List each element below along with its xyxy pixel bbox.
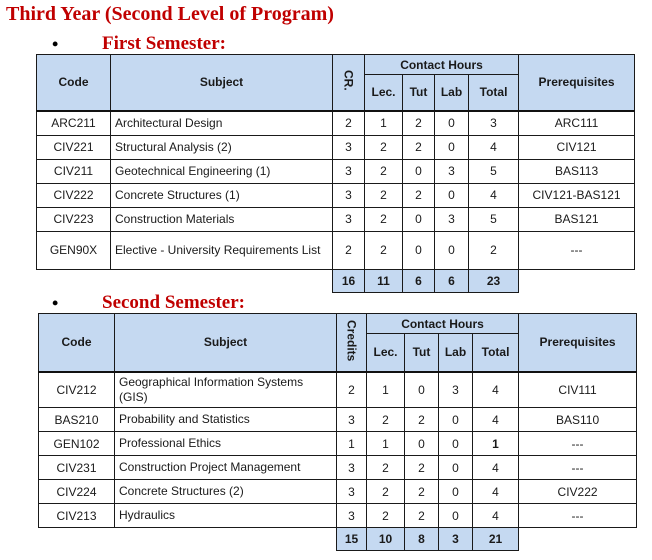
course-lec: 2: [367, 504, 405, 528]
course-tut: 0: [403, 207, 435, 231]
header-contact-hours: Contact Hours: [367, 314, 519, 334]
course-credits: 2: [333, 111, 365, 136]
course-tut: 2: [405, 408, 439, 432]
course-code: ARC211: [37, 111, 111, 136]
course-subject: Structural Analysis (2): [111, 135, 333, 159]
total-hours: 23: [469, 269, 519, 292]
course-lec: 2: [367, 480, 405, 504]
course-code: CIV223: [37, 207, 111, 231]
header-prerequisites: Prerequisites: [519, 314, 637, 372]
course-lec: 2: [365, 159, 403, 183]
course-tut: 2: [405, 456, 439, 480]
course-subject: Geographical Information Systems (GIS): [115, 372, 337, 408]
course-subject: Architectural Design: [111, 111, 333, 136]
header-credits-text: Credits: [344, 320, 359, 362]
first-semester-label: First Semester:: [102, 33, 226, 54]
header-lab: Lab: [435, 75, 469, 111]
header-total: Total: [473, 334, 519, 372]
course-code: CIV221: [37, 135, 111, 159]
course-subject: Probability and Statistics: [115, 408, 337, 432]
course-lab: 0: [435, 111, 469, 136]
course-lec: 2: [365, 231, 403, 269]
table-row: [37, 183, 635, 207]
course-subject: Concrete Structures (2): [115, 480, 337, 504]
blank-cell: [111, 269, 333, 292]
table-row: [39, 480, 637, 504]
course-prereq: BAS110: [519, 408, 637, 432]
blank-cell: [39, 528, 115, 551]
course-prereq: ARC111: [519, 111, 635, 136]
table-row: [39, 456, 637, 480]
header-tut: Tut: [403, 75, 435, 111]
total-lec: 10: [367, 528, 405, 551]
course-subject: Construction Project Management: [115, 456, 337, 480]
course-subject: Concrete Structures (1): [111, 183, 333, 207]
course-credits: 3: [333, 135, 365, 159]
total-lab: 6: [435, 269, 469, 292]
second-semester-label: Second Semester:: [102, 292, 245, 313]
course-code: BAS210: [39, 408, 115, 432]
course-lab: 0: [435, 135, 469, 159]
course-tut: 2: [403, 183, 435, 207]
course-total: 1: [473, 432, 519, 456]
course-tut: 0: [405, 372, 439, 408]
table-row: [37, 231, 635, 269]
header-lab: Lab: [439, 334, 473, 372]
header-prerequisites: Prerequisites: [519, 55, 635, 111]
course-lec: 2: [365, 207, 403, 231]
header-credits-text: CR.: [341, 70, 356, 92]
course-lab: 0: [439, 456, 473, 480]
course-lec: 1: [367, 432, 405, 456]
course-lab: 0: [435, 183, 469, 207]
total-lec: 11: [365, 269, 403, 292]
blank-cell: [115, 528, 337, 551]
course-prereq: ---: [519, 432, 637, 456]
course-credits: 3: [337, 408, 367, 432]
total-tut: 6: [403, 269, 435, 292]
course-total: 4: [469, 135, 519, 159]
course-code: CIV224: [39, 480, 115, 504]
course-lab: 0: [439, 504, 473, 528]
header-lec: Lec.: [365, 75, 403, 111]
course-code: CIV213: [39, 504, 115, 528]
totals-row: [37, 269, 635, 292]
course-prereq: BAS121: [519, 207, 635, 231]
course-code: CIV212: [39, 372, 115, 408]
table-row: [37, 159, 635, 183]
course-tut: 2: [405, 504, 439, 528]
course-lab: 0: [439, 480, 473, 504]
blank-cell: [519, 269, 635, 292]
course-lec: 2: [365, 183, 403, 207]
course-tut: 0: [405, 432, 439, 456]
course-lec: 1: [365, 111, 403, 136]
header-subject: Subject: [115, 314, 337, 372]
table-row: [39, 372, 637, 408]
year-title: Third Year (Second Level of Program): [6, 3, 334, 25]
course-total: 5: [469, 159, 519, 183]
table-row: [39, 504, 637, 528]
course-tut: 2: [405, 480, 439, 504]
course-code: CIV222: [37, 183, 111, 207]
header-total: Total: [469, 75, 519, 111]
course-total: 4: [473, 408, 519, 432]
course-lec: 2: [367, 456, 405, 480]
course-credits: 3: [333, 207, 365, 231]
bullet-icon: •: [52, 34, 59, 54]
header-code: Code: [39, 314, 115, 372]
course-total: 4: [473, 456, 519, 480]
course-credits: 2: [333, 231, 365, 269]
course-total: 2: [469, 231, 519, 269]
course-code: GEN90X: [37, 231, 111, 269]
course-tut: 0: [403, 231, 435, 269]
header-credits: [337, 314, 367, 372]
course-lab: 3: [439, 372, 473, 408]
course-code: CIV211: [37, 159, 111, 183]
course-subject: Hydraulics: [115, 504, 337, 528]
course-total: 5: [469, 207, 519, 231]
course-code: GEN102: [39, 432, 115, 456]
course-subject: Geotechnical Engineering (1): [111, 159, 333, 183]
total-hours: 21: [473, 528, 519, 551]
table-row: [37, 135, 635, 159]
header-code: Code: [37, 55, 111, 111]
course-lec: 2: [367, 408, 405, 432]
course-lab: 0: [435, 231, 469, 269]
total-credits: 16: [333, 269, 365, 292]
table-row: [37, 207, 635, 231]
course-prereq: CIV121: [519, 135, 635, 159]
course-lab: 3: [435, 159, 469, 183]
course-prereq: ---: [519, 231, 635, 269]
course-prereq: BAS113: [519, 159, 635, 183]
course-tut: 0: [403, 159, 435, 183]
course-lab: 0: [439, 408, 473, 432]
course-total: 4: [473, 372, 519, 408]
table-row: [39, 408, 637, 432]
course-code: CIV231: [39, 456, 115, 480]
header-subject: Subject: [111, 55, 333, 111]
course-lab: 3: [435, 207, 469, 231]
table-row: [39, 432, 637, 456]
first-semester-table: [36, 54, 635, 293]
course-total: 4: [473, 504, 519, 528]
course-total: 3: [469, 111, 519, 136]
course-total: 4: [469, 183, 519, 207]
blank-cell: [519, 528, 637, 551]
header-lec: Lec.: [367, 334, 405, 372]
bullet-icon: •: [52, 293, 59, 313]
total-tut: 8: [405, 528, 439, 551]
course-credits: 1: [337, 432, 367, 456]
course-credits: 2: [337, 372, 367, 408]
course-credits: 3: [337, 456, 367, 480]
course-prereq: ---: [519, 504, 637, 528]
course-credits: 3: [333, 183, 365, 207]
course-subject: Professional Ethics: [115, 432, 337, 456]
totals-row: [39, 528, 637, 551]
course-tut: 2: [403, 111, 435, 136]
course-credits: 3: [337, 480, 367, 504]
course-credits: 3: [337, 504, 367, 528]
header-credits: [333, 55, 365, 111]
course-credits: 3: [333, 159, 365, 183]
header-contact-hours: Contact Hours: [365, 55, 519, 75]
course-tut: 2: [403, 135, 435, 159]
course-total: 4: [473, 480, 519, 504]
course-lab: 0: [439, 432, 473, 456]
course-prereq: CIV111: [519, 372, 637, 408]
course-prereq: ---: [519, 456, 637, 480]
course-subject: Construction Materials: [111, 207, 333, 231]
course-lec: 2: [365, 135, 403, 159]
course-prereq: CIV222: [519, 480, 637, 504]
course-lec: 1: [367, 372, 405, 408]
table-row: [37, 111, 635, 136]
blank-cell: [37, 269, 111, 292]
second-semester-table: [38, 313, 637, 551]
course-prereq: CIV121-BAS121: [519, 183, 635, 207]
course-subject: Elective - University Requirements List: [111, 231, 333, 269]
total-lab: 3: [439, 528, 473, 551]
header-tut: Tut: [405, 334, 439, 372]
total-credits: 15: [337, 528, 367, 551]
